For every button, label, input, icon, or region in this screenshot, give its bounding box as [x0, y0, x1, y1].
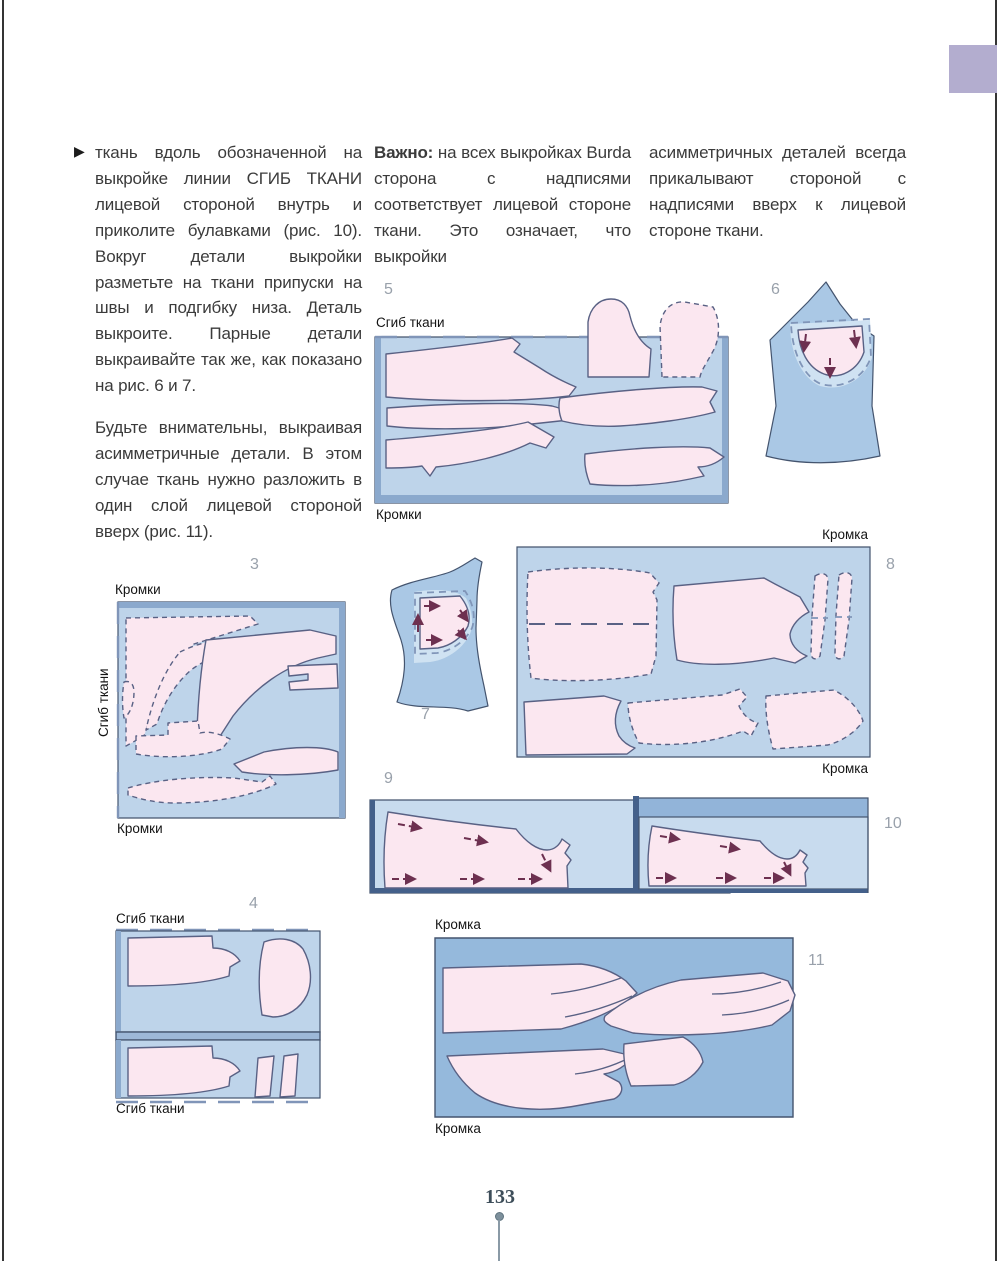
page-number: 133: [485, 1186, 515, 1208]
text-column-2: [374, 140, 631, 270]
selvage-label-5: Кромки: [376, 507, 422, 522]
double-fold-layout-diagram-4: [112, 926, 324, 1110]
fold-label-4-top: Сгиб ткани: [116, 911, 185, 926]
figure-number-9: 9: [384, 770, 393, 787]
figure-number-11: 11: [808, 952, 825, 969]
cutting-layout-diagram-5: [372, 290, 732, 506]
figure-number-8: 8: [886, 556, 895, 573]
selvage-label-3-top: Кромки: [115, 582, 161, 597]
fold-label-3-left: Сгиб ткани: [96, 668, 111, 737]
important-note-body: на всех выкройках Burda сторона с надписями соответствует лицевой стороне ткани. Это означает, что выкройки: [374, 143, 631, 266]
important-lead-in: Важно:: [374, 143, 434, 162]
figure-number-5: 5: [384, 281, 393, 298]
left-page-rule: [2, 0, 4, 1261]
single-layer-layout-diagram-11: [433, 936, 803, 1121]
text-column-3: [649, 140, 906, 244]
figure-number-4: 4: [249, 895, 258, 912]
cutting-layout-diagram-8: [512, 540, 877, 762]
text-column-1: [95, 140, 362, 545]
single-layer-pinning-diagram-6: [758, 278, 910, 478]
fold-label-4-bottom: Сгиб ткани: [116, 1101, 185, 1116]
paragraph-asymmetric-warning: Будьте внимательны, выкраивая асимметричные детали. В этом случае ткань нужно разложить в один слой лицевой стороной вверх (рис. 11).: [95, 418, 362, 541]
cutting-layout-diagram-3: [112, 596, 352, 824]
figure-number-10: 10: [884, 815, 902, 832]
figure-number-7: 7: [421, 706, 430, 723]
selvage-label-11-bottom: Кромка: [435, 1121, 481, 1136]
figure-number-6: 6: [771, 281, 780, 298]
selvage-label-8-top: Кромка: [822, 527, 868, 542]
paragraph-cut-instructions: ткань вдоль обозначенной на выкройке линии СГИБ ТКАНИ лицевой стороной внутрь и приколите булавками (рис. 10). Вокруг детали выкройки разметьте на ткани припуски на швы и подгибку низа. Деталь выкроите. Парные детали выкраивайте так же, как показано на рис. 6 и 7.: [95, 143, 362, 396]
paragraph-important-continued: асимметричных деталей всегда прикалывают стороной с надписями вверх к лицевой стороне ткани.: [649, 143, 906, 240]
paragraph-important-note: [374, 140, 631, 270]
bullet-triangle-icon: ▶: [74, 143, 85, 159]
single-layer-pinning-diagram-7: [372, 556, 492, 714]
chapter-accent-square: [949, 45, 997, 93]
right-page-rule: [995, 0, 997, 1261]
selvage-label-11-top: Кромка: [435, 917, 481, 932]
folded-edge-layout-diagram-10: [632, 796, 872, 896]
selvage-label-8-bottom: Кромка: [822, 761, 868, 776]
figure-number-3: 3: [250, 556, 259, 573]
fold-label-5: Сгиб ткани: [376, 315, 445, 330]
page-number-rule: [498, 1220, 500, 1261]
selvage-label-3-bottom: Кромки: [117, 821, 163, 836]
